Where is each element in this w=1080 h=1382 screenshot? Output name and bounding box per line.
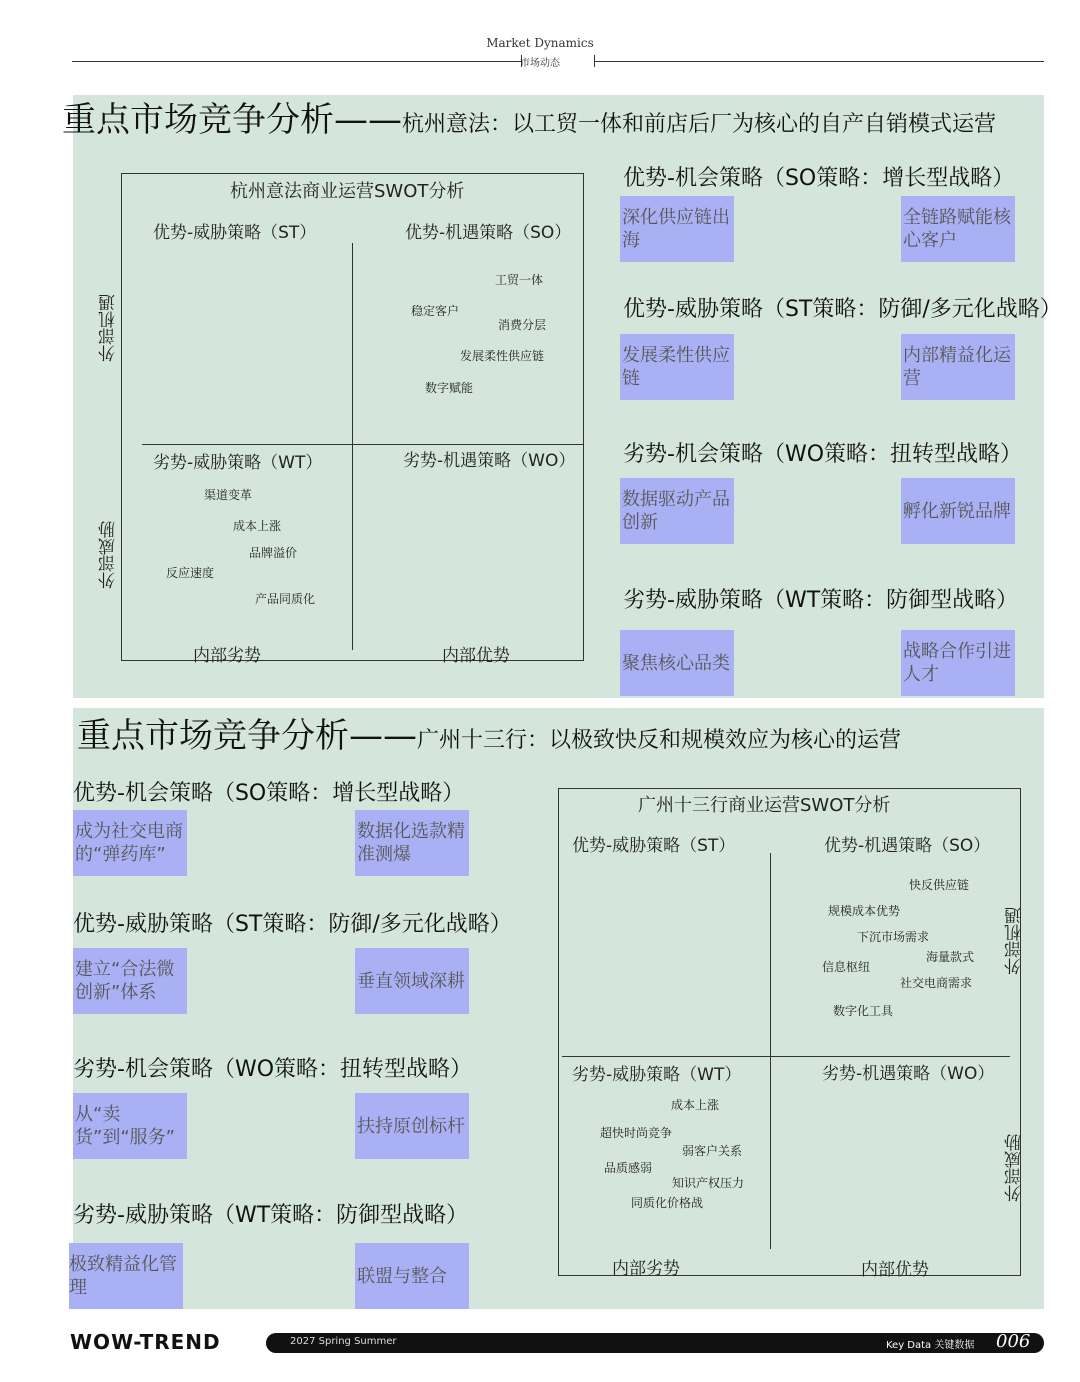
swot2-y-top: 外部机遇 [1005, 907, 1025, 975]
s2-card: 垂直领域深耕 [355, 948, 469, 1014]
swot2-so-word: 信息枢纽 [822, 960, 871, 974]
swot2-so-word: 海量款式 [926, 950, 975, 964]
s2-card: 扶持原创标杆 [355, 1093, 469, 1159]
swot1-x-left: 内部劣势 [193, 646, 261, 666]
s1-strategy-wo-title: 劣势-机会策略（WO策略：扭转型战略） [623, 442, 1023, 467]
swot1-so-word: 稳定客户 [411, 304, 460, 318]
section1-title-main: 重点市场竞争分析—— [62, 100, 402, 140]
swot2-wt-word: 成本上涨 [671, 1098, 720, 1112]
section2-title [77, 708, 901, 757]
swot1-so-word: 发展柔性供应链 [460, 349, 545, 363]
s1-card: 孵化新锐品牌 [901, 478, 1015, 544]
swot1-title: 杭州意法商业运营SWOT分析 [230, 181, 465, 202]
swot2-x-right: 内部优势 [861, 1260, 929, 1280]
s2-card: 极致精益化管理 [69, 1243, 183, 1309]
brand-logo: WOW-TREND [70, 1330, 221, 1354]
swot1-wt-word: 反应速度 [166, 566, 215, 580]
swot1-wt-word: 渠道变革 [204, 488, 253, 502]
s2-card: 成为社交电商的“弹药库” [73, 810, 187, 876]
section1-title-sub: 杭州意法：以工贸一体和前店后厂为核心的自产自销模式运营 [402, 112, 997, 137]
swot1-wt-word: 产品同质化 [255, 592, 316, 606]
swot2-wt-label: 劣势-威胁策略（WT） [572, 1065, 742, 1085]
s1-card: 内部精益化运营 [901, 334, 1015, 400]
swot1-axis-v [352, 243, 353, 650]
s2-card: 数据化选款精准测爆 [355, 810, 469, 876]
swot1-y-bottom: 外部威胁 [99, 521, 119, 589]
s2-card: 联盟与整合 [355, 1243, 469, 1309]
swot1-wt-label: 劣势-威胁策略（WT） [153, 453, 323, 473]
section2-title-main: 重点市场竞争分析—— [77, 716, 417, 756]
s2-strategy-so-title: 优势-机会策略（SO策略：增长型战略） [73, 781, 465, 806]
swot2-so-word: 规模成本优势 [828, 904, 901, 918]
s2-card: 建立“合法微创新”体系 [73, 948, 187, 1014]
swot2-wt-word: 弱客户关系 [682, 1144, 743, 1158]
swot2-so-word: 下沉市场需求 [857, 930, 930, 944]
swot1-so-word: 消费分层 [498, 318, 547, 332]
swot1-x-right: 内部优势 [442, 646, 510, 666]
s1-card: 全链路赋能核心客户 [901, 196, 1015, 262]
swot2-so-word: 快反供应链 [909, 878, 970, 892]
swot2-so-word: 数字化工具 [833, 1004, 894, 1018]
swot2-x-left: 内部劣势 [612, 1259, 680, 1279]
swot1-wt-word: 成本上涨 [233, 519, 282, 533]
swot1-y-top: 外部机遇 [99, 294, 119, 362]
footer-season: 2027 Spring Summer [290, 1336, 397, 1347]
swot1-so-word: 工贸一体 [495, 273, 544, 287]
s1-card: 数据驱动产品创新 [620, 478, 734, 544]
swot2-st-label: 优势-威胁策略（ST） [572, 836, 736, 856]
s1-card: 战略合作引进人才 [901, 630, 1015, 696]
header-subtitle: 市场动态 [520, 58, 560, 69]
footer-label: Key Data 关键数据 [886, 1340, 975, 1351]
swot2-frame [558, 788, 1021, 1276]
section2-title-sub: 广州十三行：以极致快反和规模效应为核心的运营 [417, 728, 902, 753]
swot2-axis-v [770, 853, 771, 1249]
swot1-so-word: 数字赋能 [425, 381, 474, 395]
s1-card: 深化供应链出海 [620, 196, 734, 262]
section1-title [62, 92, 996, 141]
swot1-so-label: 优势-机遇策略（SO） [405, 223, 572, 243]
s2-card: 从“卖货”到“服务” [73, 1093, 187, 1159]
s1-strategy-wt-title: 劣势-威胁策略（WT策略：防御型战略） [623, 588, 1019, 613]
swot2-so-label: 优势-机遇策略（SO） [824, 836, 991, 856]
swot1-wt-word: 品牌溢价 [249, 546, 298, 560]
swot2-wt-word: 知识产权压力 [672, 1176, 745, 1190]
swot1-st-label: 优势-威胁策略（ST） [153, 223, 317, 243]
swot2-wt-word: 品质感弱 [604, 1161, 653, 1175]
s2-strategy-st-title: 优势-威胁策略（ST策略：防御/多元化战略） [73, 912, 512, 937]
swot2-y-bottom: 外部威胁 [1005, 1134, 1025, 1202]
swot2-so-word: 社交电商需求 [900, 976, 973, 990]
page-number: 006 [996, 1331, 1031, 1352]
s1-card: 发展柔性供应链 [620, 334, 734, 400]
swot2-wt-word: 同质化价格战 [631, 1196, 704, 1210]
swot2-wt-word: 超快时尚竞争 [600, 1126, 673, 1140]
s1-strategy-st-title: 优势-威胁策略（ST策略：防御/多元化战略） [623, 297, 1062, 322]
swot1-axis-h [142, 444, 584, 445]
swot2-axis-h [562, 1056, 1010, 1057]
swot1-wo-label: 劣势-机遇策略（WO） [403, 451, 576, 471]
header-title: Market Dynamics [486, 36, 594, 50]
swot2-title: 广州十三行商业运营SWOT分析 [638, 795, 891, 816]
s2-strategy-wo-title: 劣势-机会策略（WO策略：扭转型战略） [73, 1057, 473, 1082]
swot2-wo-label: 劣势-机遇策略（WO） [822, 1064, 995, 1084]
s1-card: 聚焦核心品类 [620, 630, 734, 696]
s2-strategy-wt-title: 劣势-威胁策略（WT策略：防御型战略） [73, 1203, 469, 1228]
s1-strategy-so-title: 优势-机会策略（SO策略：增长型战略） [623, 166, 1015, 191]
